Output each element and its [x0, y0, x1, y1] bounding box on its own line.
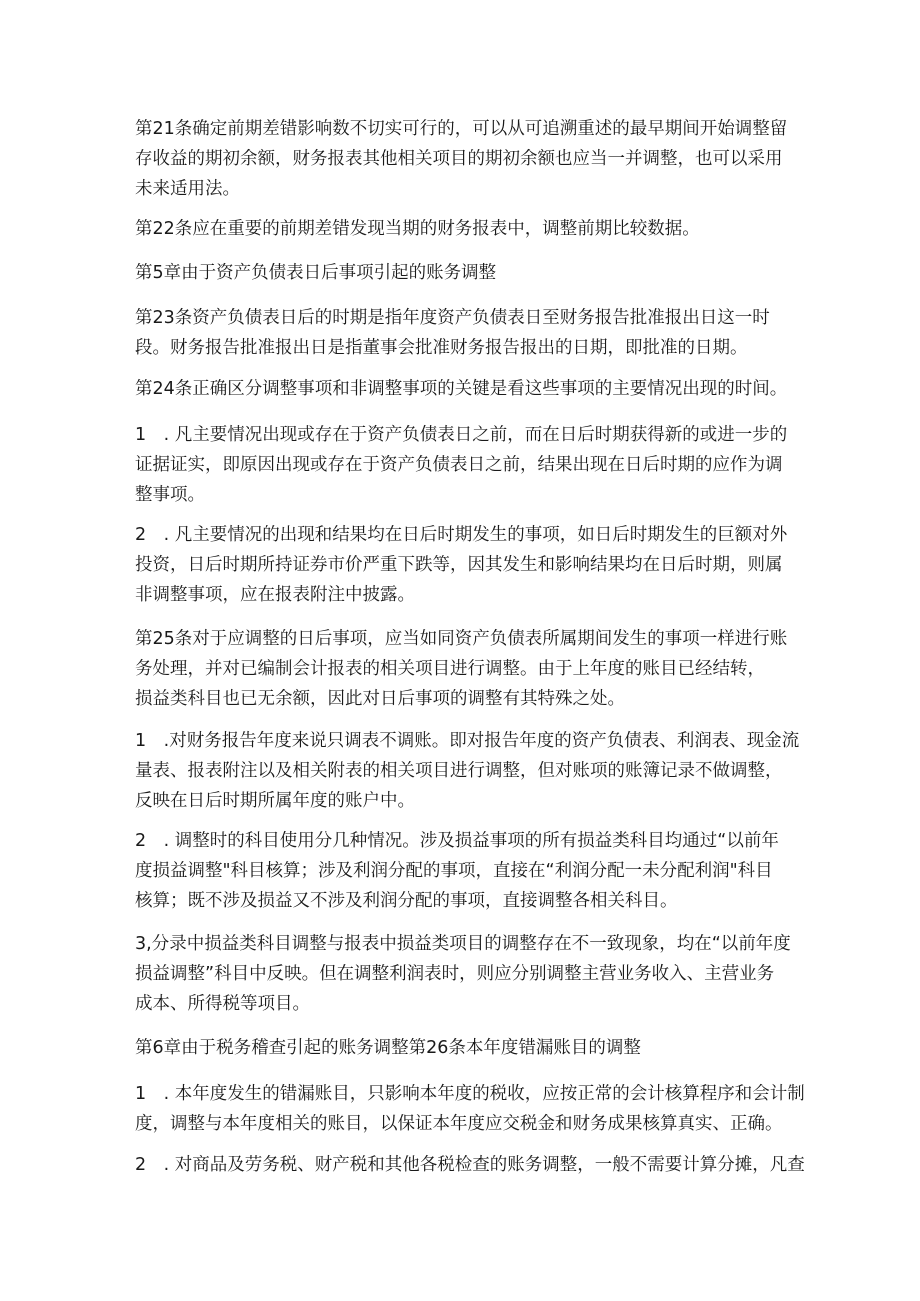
text-line: 3,分录中损益类科目调整与报表中损益类项目的调整存在不一致现象，均在“以前年度: [135, 934, 791, 954]
text-line: 2 . 对商品及劳务税、财产税和其他各税检查的账务调整，一般不需要计算分摊，凡查: [135, 1155, 805, 1175]
text-line: 1 . 凡主要情况出现或存在于资产负债表日之前，而在日后时期获得新的或进一步的: [135, 425, 788, 445]
text-line: 第5章由于资产负债表日后事项引起的账务调整: [135, 263, 497, 283]
paragraph-article-25: [135, 624, 795, 714]
text-line: 整事项。: [135, 485, 205, 505]
list-item-2: [135, 826, 795, 916]
text-line: 段。财务报告批准报出日是指董事会批准财务报告报出的日期，即批准的日期。: [135, 338, 748, 358]
text-line: 务处理，并对已编制会计报表的相关项目进行调整。由于上年度的账目已经结转，: [135, 659, 765, 679]
paragraph-article-22: [135, 214, 795, 244]
text-line: 度，调整与本年度相关的账目，以保证本年度应交税金和财务成果核算真实、正确。: [135, 1114, 783, 1134]
paragraph-article-24: [135, 374, 795, 404]
text-line: 损益类科目也已无余额，因此对日后事项的调整有其特殊之处。: [135, 689, 625, 709]
text-line: 非调整事项，应在报表附注中披露。: [135, 585, 415, 605]
text-line: 核算；既不涉及损益又不涉及利润分配的事项，直接调整各相关科目。: [135, 891, 678, 911]
list-item-1: [135, 726, 800, 816]
text-line: 反映在日后时期所属年度的账户中。: [135, 791, 415, 811]
text-line: 第25条对于应调整的日后事项，应当如同资产负债表所属期间发生的事项一样进行账: [135, 629, 788, 649]
text-line: 证据证实，即原因出现或存在于资产负债表日之前，结果出现在日后时期的应作为调: [135, 455, 783, 475]
text-line: 存收益的期初余额，财务报表其他相关项目的期初余额也应当一并调整，也可以采用: [135, 149, 783, 169]
text-line: 成本、所得税等项目。: [135, 994, 310, 1014]
text-line: 第24条正确区分调整事项和非调整事项的关键是看这些事项的主要情况出现的时间。: [135, 379, 788, 399]
text-line: 第23条资产负债表日后的时期是指年度资产负债表日至财务报告批准报出日这一时: [135, 308, 770, 328]
text-line: 第22条应在重要的前期差错发现当期的财务报表中，调整前期比较数据。: [135, 219, 700, 239]
text-line: 2 . 调整时的科目使用分几种情况。涉及损益事项的所有损益类科目均通过“以前年: [135, 831, 779, 851]
text-line: 1 .对财务报告年度来说只调表不调账。即对报告年度的资产负债表、利润表、现金流: [135, 731, 800, 751]
list-item-1: [135, 420, 795, 510]
list-item-2: [135, 520, 795, 610]
paragraph-article-23: [135, 303, 795, 363]
list-item-3: [135, 929, 795, 1019]
text-line: 1 . 本年度发生的错漏账目，只影响本年度的税收，应按正常的会计核算程序和会计制: [135, 1084, 805, 1104]
chapter-6-heading: [135, 1033, 795, 1063]
text-line: 未来适用法。: [135, 179, 240, 199]
list-item-1: [135, 1079, 805, 1139]
text-line: 第21条确定前期差错影响数不切实可行的，可以从可追溯重述的最早期间开始调整留: [135, 119, 788, 139]
chapter-5-heading: [135, 258, 795, 288]
text-line: 度损益调整"科目核算；涉及利润分配的事项，直接在“利润分配一未分配利润"科目: [135, 861, 773, 881]
text-line: 量表、报表附注以及相关附表的相关项目进行调整，但对账项的账簿记录不做调整，: [135, 761, 783, 781]
list-item-2: [135, 1150, 805, 1180]
text-line: 第6章由于税务稽查引起的账务调整第26条本年度错漏账目的调整: [135, 1038, 641, 1058]
text-line: 损益调整”科目中反映。但在调整利润表时，则应分别调整主营业务收入、主营业务: [135, 964, 775, 984]
paragraph-article-21: [135, 114, 795, 204]
text-line: 投资，日后时期所持证券市价严重下跌等，因其发生和影响结果均在日后时期，则属: [135, 555, 783, 575]
text-line: 2 . 凡主要情况的出现和结果均在日后时期发生的事项，如日后时期发生的巨额对外: [135, 525, 788, 545]
